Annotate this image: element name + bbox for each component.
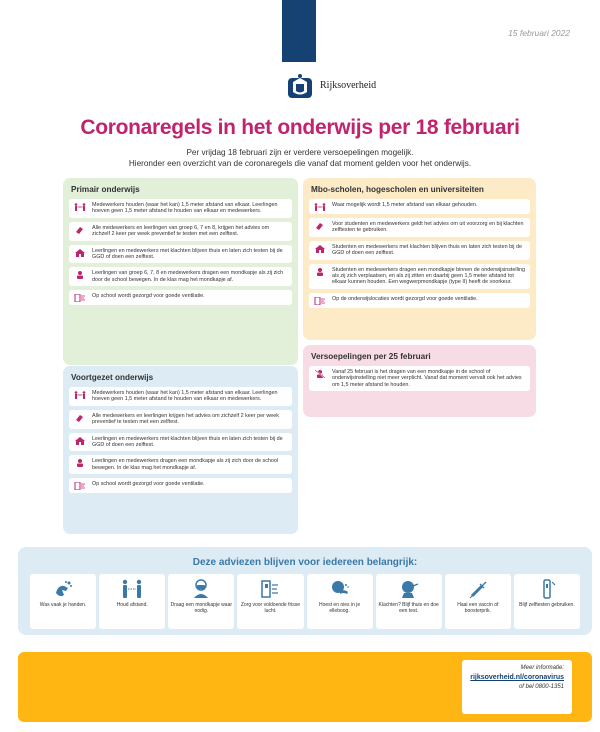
list-item (69, 455, 292, 474)
item-text: Alle medewerkers en leerlingen van groep 6, 7 en 8, krijgen het advies om zichzelf 2 keer per week preventief te testen met een zelftest. (92, 224, 270, 238)
advice-label: Houd afstand. (116, 602, 148, 608)
info-label: Meer informatie: (520, 665, 564, 671)
item-text: Op school wordt gezorgd voor goede ventilatie. (92, 293, 205, 300)
item-text: Waar mogelijk wordt 1,5 meter afstand van elkaar gehouden. (332, 202, 478, 208)
item-text: Studenten en medewerkers dragen een mondkapje binnen de onderwijsinstelling als zij zich verplaatsen, en als zij zitten en daarbij geen 1,5 meter afstand tot elkaar kunnen houden. Een wegwerpmondkapje (type II) heeft de voorkeur. (332, 266, 525, 286)
item-text: Medewerkers houden (waar het kan) 1,5 meter afstand van elkaar. Leerlingen hoeven geen 1,5 meter afstand te houden van elkaar en medewerkers. (92, 202, 278, 215)
advice-label: Hoest en nies in je elleboog. (318, 602, 361, 614)
list-item (69, 245, 292, 264)
sneeze-icon (329, 579, 351, 599)
handwash-icon (52, 579, 74, 599)
list-item (309, 199, 530, 214)
distance-icon (121, 579, 143, 599)
ventilation-icon (74, 482, 86, 490)
advice-label: Blijf zelftesten gebruiken. (519, 602, 575, 608)
house-icon (314, 245, 326, 253)
subtitle-2: Hieronder een overzicht van de coronaregels die vanaf dat moment gelden voor het onderwijs. (128, 159, 472, 168)
mask-person-icon (190, 579, 212, 599)
advice-section (18, 547, 592, 635)
distance-icon (314, 203, 326, 211)
panel-title: Mbo-scholen, hogescholen en universiteiten (311, 185, 484, 194)
subtitle-1: Per vrijdag 18 februari zijn er verdere versoepelingen mogelijk. (186, 148, 414, 157)
item-text: Op de onderwijslocaties wordt gezorgd voor goede ventilatie. (332, 295, 478, 302)
footer-banner (18, 652, 592, 722)
sick-icon (398, 579, 420, 599)
advice-tiles (30, 574, 580, 629)
advice-label: Klachten? Blijf thuis en doe een test. (378, 602, 439, 614)
list-item (69, 267, 292, 286)
ventilation-icon (74, 294, 86, 302)
test-icon (74, 414, 86, 422)
advice-tile (445, 574, 511, 629)
brand-name: Rijksoverheid (320, 80, 377, 91)
item-text: Op school wordt gezorgd voor goede ventilatie. (92, 481, 205, 488)
list-item (69, 222, 292, 241)
ventilation-icon (259, 579, 281, 599)
list-item (69, 478, 292, 493)
list-item (309, 241, 530, 260)
panel-primair (63, 178, 298, 365)
item-text: Leerlingen van groep 6, 7, 8 en medewerkers dragen een mondkapje als zij zich door de school bewegen. In de klas mag het mondkapje af. (92, 270, 284, 283)
distance-icon (74, 391, 86, 399)
item-text: Leerlingen en medewerkers dragen een mondkapje als zij zich door de school bewegen. In de klas mag het mondkapje af. (92, 458, 279, 471)
list-item (309, 218, 530, 237)
panel-versoepelingen (303, 345, 536, 417)
list-item (69, 290, 292, 305)
test-icon (74, 226, 86, 234)
panel-title: Voortgezet onderwijs (71, 373, 154, 382)
advice-tile (376, 574, 442, 629)
advice-label: Draag een mondkapje waar nodig. (170, 602, 233, 614)
info-link[interactable]: rijksoverheid.nl/coronavirus (470, 674, 564, 681)
list-item (69, 410, 292, 429)
house-icon (74, 249, 86, 257)
ventilation-icon (314, 297, 326, 305)
logo-bar (282, 0, 316, 62)
page-title: Coronaregels in het onderwijs per 18 februari (80, 116, 520, 139)
advice-label: Haal een vaccin of boosterprik. (457, 602, 499, 614)
advice-label: Zorg voor voldoende frisse lucht. (240, 602, 301, 614)
list-item (309, 366, 530, 391)
distance-icon (74, 203, 86, 211)
list-item (69, 199, 292, 218)
date: 15 februari 2022 (508, 28, 570, 38)
list-item (69, 387, 292, 406)
house-icon (74, 437, 86, 445)
item-text: Leerlingen en medewerkers met klachten blijven thuis en laten zich testen bij de GGD of doen een zelftest. (92, 435, 283, 449)
item-text: Alle medewerkers en leerlingen krijgen het advies om zichzelf 2 keer per week preventief te testen met een zelftest. (92, 412, 279, 426)
advice-tile (30, 574, 96, 629)
item-text: Vanaf 25 februari is het dragen van een mondkapje in de school of onderwijsinstelling niet meer verplicht. Vanaf dat moment vervalt ook het advies om 1,5 meter afstand te houden. (332, 369, 522, 388)
mask-icon (74, 459, 86, 467)
panel-mbo (303, 178, 536, 340)
item-text: Medewerkers houden (waar het kan) 1,5 meter afstand van elkaar. Leerlingen hoeven geen 1,5 meter afstand te houden van elkaar en medewerkers. (92, 390, 278, 403)
panel-title: Primair onderwijs (71, 185, 140, 194)
advice-label: Was vaak je handen. (39, 602, 87, 608)
info-box (462, 660, 572, 714)
advice-tile (307, 574, 373, 629)
list-item (309, 293, 530, 308)
no-mask-icon (314, 370, 326, 378)
test-icon (314, 222, 326, 230)
advice-tile (237, 574, 303, 629)
mask-icon (74, 271, 86, 279)
panel-voortgezet (63, 366, 298, 534)
list-item (69, 433, 292, 452)
advice-title: Deze adviezen blijven voor iedereen belangrijk: (192, 557, 418, 568)
advice-tile (514, 574, 580, 629)
panel-title: Versoepelingen per 25 februari (311, 352, 431, 361)
item-text: Voor studenten en medewerkers geldt het advies om uit voorzorg en bij klachten zelftesten te gebruiken. (332, 221, 524, 234)
advice-tile (168, 574, 234, 629)
selftest-icon (536, 579, 558, 599)
advice-tile (99, 574, 165, 629)
crest-icon (285, 72, 315, 102)
list-item (309, 264, 530, 289)
item-text: Leerlingen en medewerkers met klachten blijven thuis en laten zich testen bij de GGD of doen een zelftest. (92, 247, 283, 261)
vaccine-icon (467, 579, 489, 599)
info-phone: of bel 0800-1351 (518, 684, 564, 690)
mask-icon (314, 268, 326, 276)
item-text: Studenten en medewerkers met klachten blijven thuis en laten zich testen bij de GGD of doen een zelftest. (332, 243, 522, 257)
